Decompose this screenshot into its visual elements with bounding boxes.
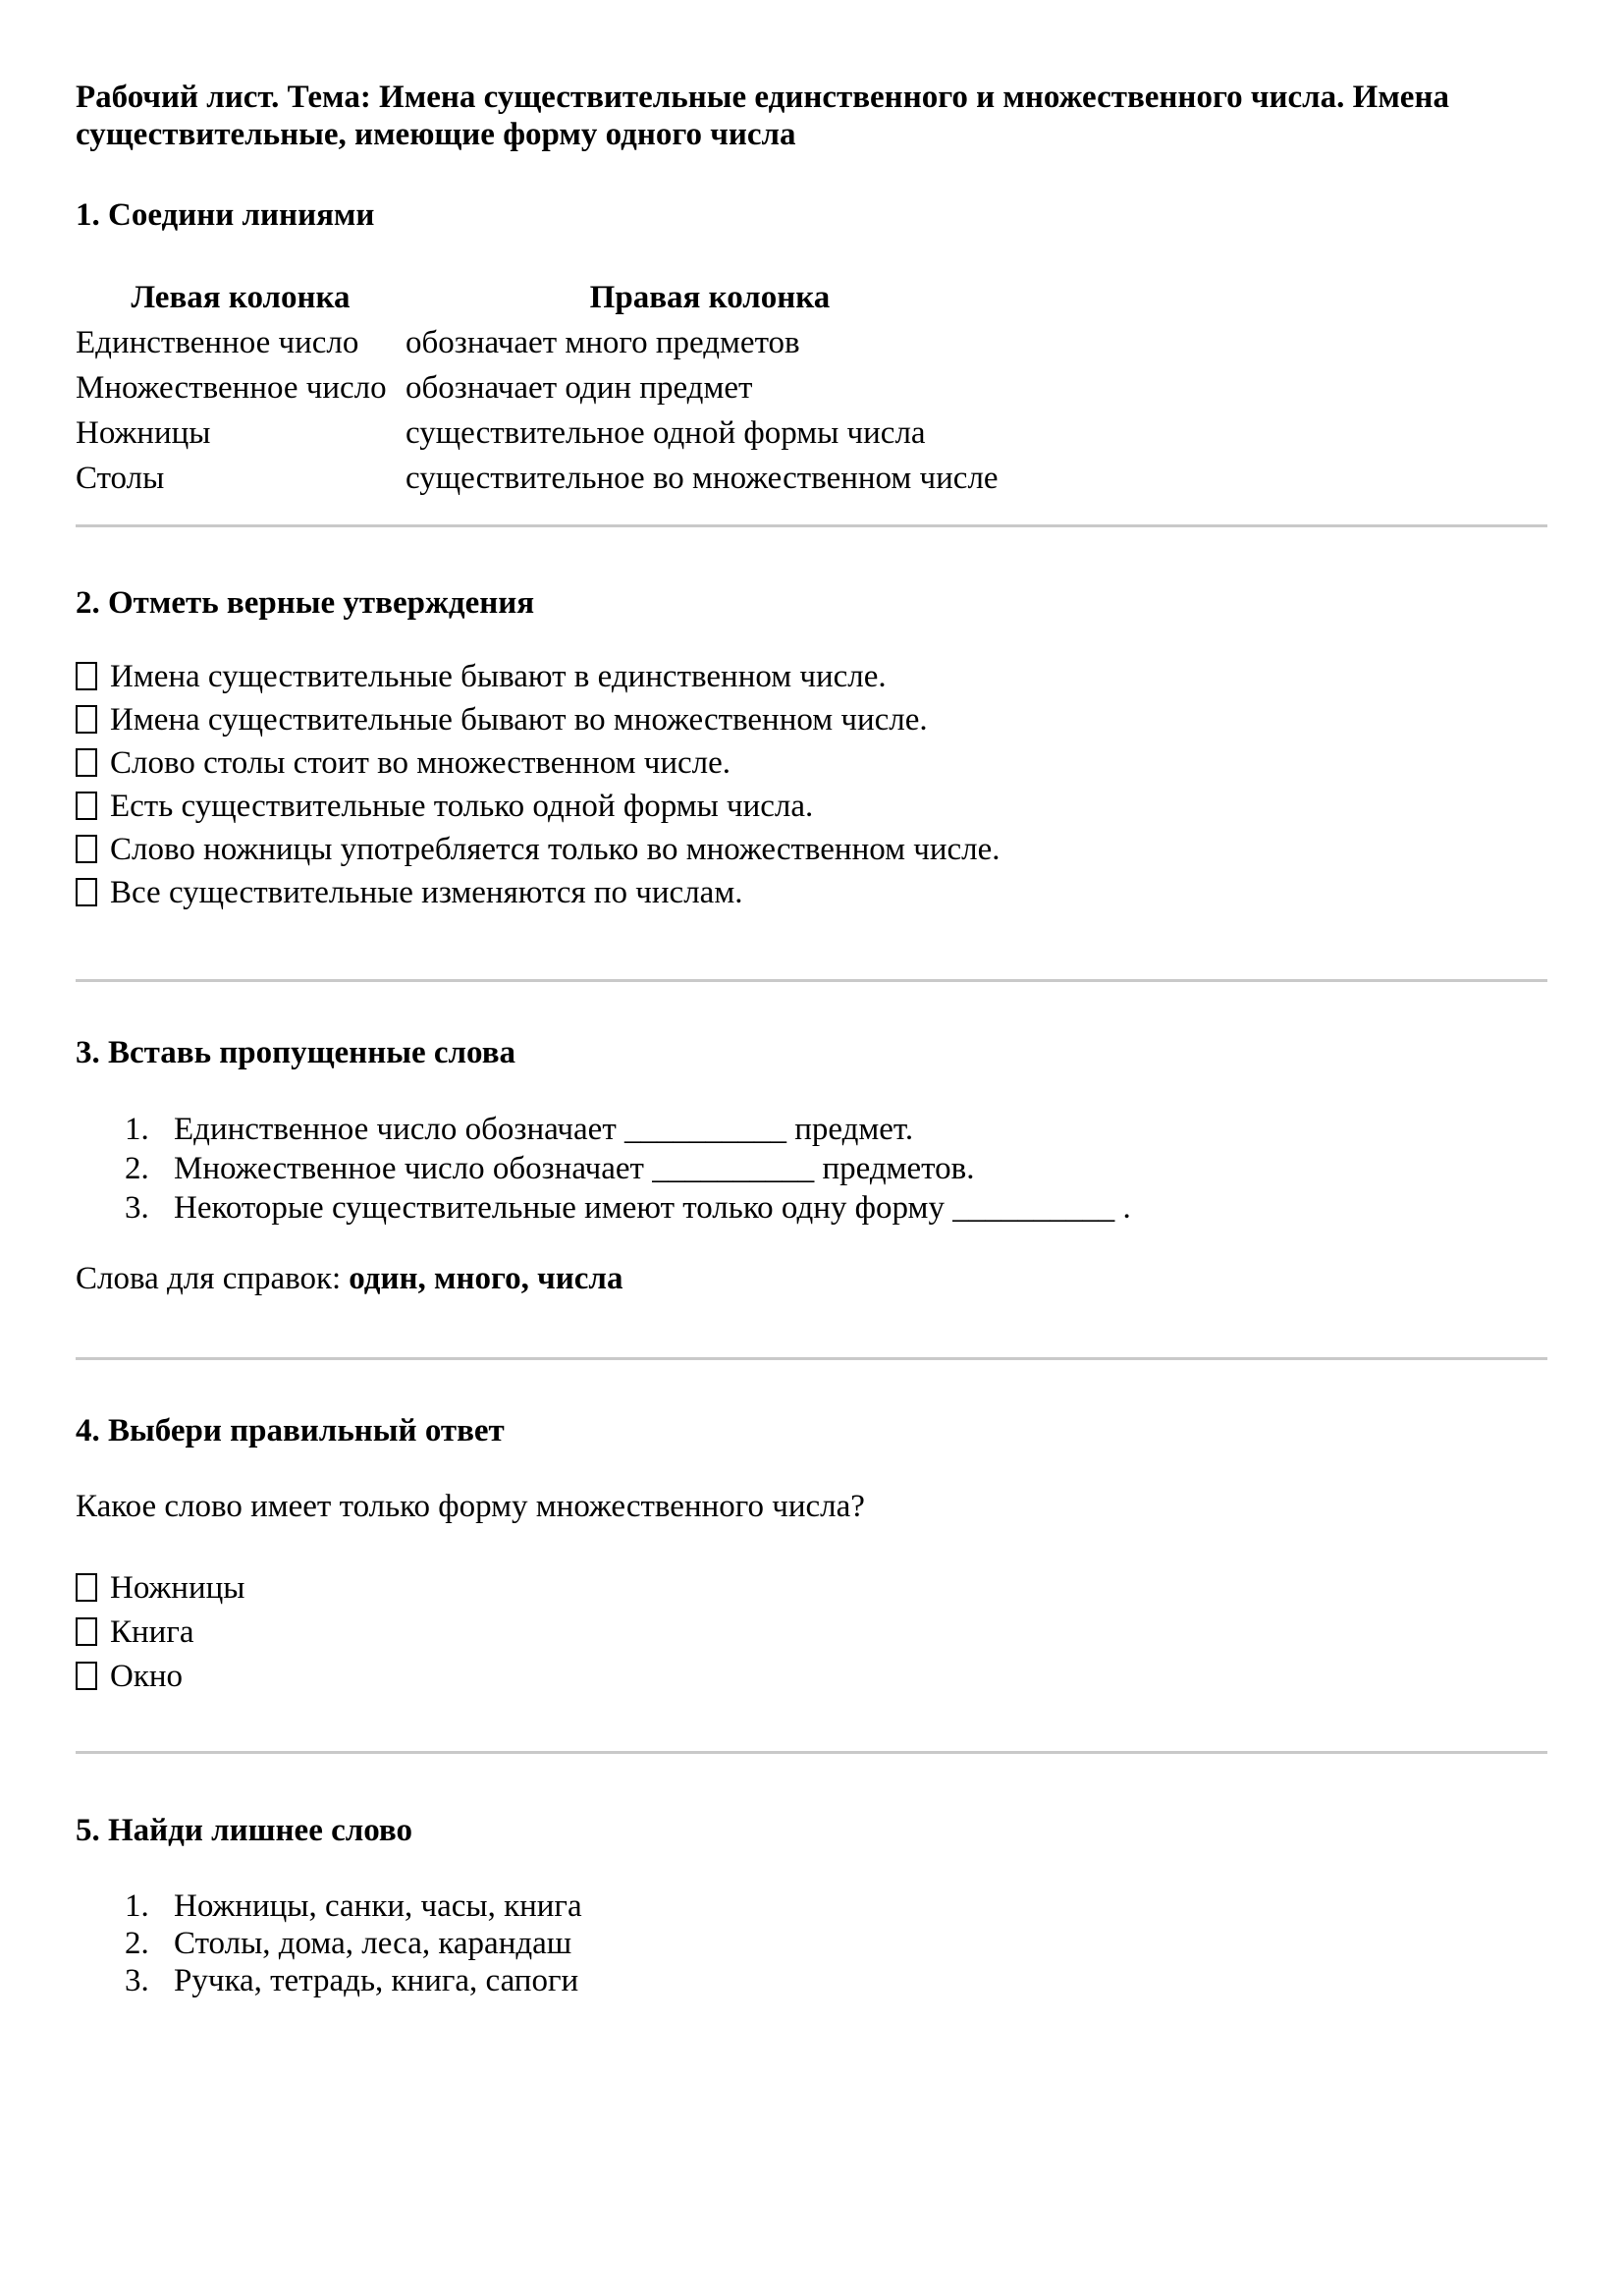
matching-table — [76, 275, 1547, 501]
statement-label: Слово столы стоит во множественном числе. — [110, 745, 730, 781]
section-divider — [76, 1357, 1547, 1360]
statement-item — [76, 744, 1547, 782]
answer-label: Ножницы — [110, 1570, 245, 1606]
page-title-line-1: Рабочий лист. Тема: Имена существительные единственного и множественного числа. Имена — [76, 80, 1449, 115]
matching-right-cell: обозначает один предмет — [406, 370, 753, 406]
odd-word-text: Столы, дома, леса, карандаш — [174, 1926, 572, 1961]
fill-blank-list — [125, 1110, 1547, 1228]
matching-table-left-header: Левая колонка — [131, 280, 351, 315]
statement-item — [76, 788, 1547, 825]
statement-label: Имена существительные бывают в единственном числе. — [110, 659, 887, 694]
odd-word-item — [125, 1887, 1547, 1925]
item-number: 2. — [125, 1926, 149, 1961]
answer-label: Книга — [110, 1614, 194, 1650]
checkbox[interactable] — [76, 1662, 97, 1690]
matching-right-cell: существительное одной формы числа — [406, 415, 926, 451]
section-divider — [76, 1751, 1547, 1754]
odd-word-text: Ручка, тетрадь, книга, сапоги — [174, 1963, 579, 1998]
matching-left-cell: Множественное число — [76, 370, 387, 406]
statements-list — [76, 658, 1547, 911]
odd-word-item — [125, 1962, 1547, 1999]
answer-option — [76, 1569, 1547, 1607]
matching-row — [76, 365, 1547, 410]
checkbox[interactable] — [76, 835, 97, 863]
matching-row — [76, 320, 1547, 365]
item-number: 2. — [125, 1151, 149, 1186]
odd-word-list — [125, 1887, 1547, 1999]
section-4-heading: 4. Выбери правильный ответ — [76, 1413, 505, 1449]
fill-blank-item — [125, 1149, 1547, 1188]
statement-item — [76, 658, 1547, 695]
fill-blank-item — [125, 1110, 1547, 1149]
section-3 — [76, 1034, 1547, 1297]
item-number: 3. — [125, 1963, 149, 1998]
matching-left-cell: Столы — [76, 461, 165, 496]
fill-blank-text: Единственное число обозначает __________ предмет. — [174, 1112, 914, 1147]
section-1 — [76, 196, 1547, 501]
matching-table-header-row — [76, 275, 1547, 320]
odd-word-item — [125, 1925, 1547, 1962]
checkbox[interactable] — [76, 1617, 97, 1646]
checkbox[interactable] — [76, 1573, 97, 1602]
statement-label: Все существительные изменяются по числам. — [110, 875, 743, 910]
matching-row — [76, 456, 1547, 501]
matching-left-cell: Ножницы — [76, 415, 211, 451]
answer-label: Окно — [110, 1659, 184, 1694]
statement-item — [76, 874, 1547, 911]
answer-option — [76, 1658, 1547, 1695]
item-number: 1. — [125, 1888, 149, 1924]
section-3-heading: 3. Вставь пропущенные слова — [76, 1035, 516, 1070]
section-divider — [76, 979, 1547, 982]
fill-blank-item — [125, 1188, 1547, 1228]
matching-left-cell: Единственное число — [76, 325, 359, 360]
reference-words-line — [76, 1260, 1547, 1297]
section-2 — [76, 584, 1547, 911]
checkbox[interactable] — [76, 705, 97, 734]
section-5-heading: 5. Найди лишнее слово — [76, 1813, 413, 1848]
section-2-heading: 2. Отметь верные утверждения — [76, 585, 535, 621]
item-number: 3. — [125, 1190, 149, 1226]
checkbox[interactable] — [76, 748, 97, 777]
matching-right-cell: существительное во множественном числе — [406, 461, 999, 496]
statement-label: Слово ножницы употребляется только во множественном числе. — [110, 832, 1001, 867]
section-1-heading: 1. Соедини линиями — [76, 197, 375, 233]
page-title — [76, 79, 1547, 153]
section-divider — [76, 524, 1547, 527]
matching-row — [76, 410, 1547, 456]
reference-words-label: Слова для справок: — [76, 1261, 342, 1296]
checkbox[interactable] — [76, 662, 97, 690]
statement-item — [76, 701, 1547, 738]
odd-word-text: Ножницы, санки, часы, книга — [174, 1888, 582, 1924]
section-4 — [76, 1412, 1547, 1695]
answer-options-list — [76, 1569, 1547, 1695]
question-text: Какое слово имеет только форму множественного числа? — [76, 1489, 865, 1524]
matching-right-cell: обозначает много предметов — [406, 325, 800, 360]
page-title-line-2: существительные, имеющие форму одного числа — [76, 117, 796, 152]
statement-label: Есть существительные только одной формы числа. — [110, 789, 814, 824]
statement-item — [76, 831, 1547, 868]
matching-table-right-header: Правая колонка — [589, 280, 831, 315]
statement-label: Имена существительные бывают во множественном числе. — [110, 702, 928, 738]
checkbox[interactable] — [76, 878, 97, 906]
item-number: 1. — [125, 1112, 149, 1147]
reference-words: один, много, числа — [349, 1261, 623, 1296]
fill-blank-text: Множественное число обозначает __________ предметов. — [174, 1151, 975, 1186]
fill-blank-text: Некоторые существительные имеют только одну форму __________ . — [174, 1190, 1131, 1226]
checkbox[interactable] — [76, 792, 97, 820]
section-5 — [76, 1812, 1547, 1999]
answer-option — [76, 1613, 1547, 1651]
